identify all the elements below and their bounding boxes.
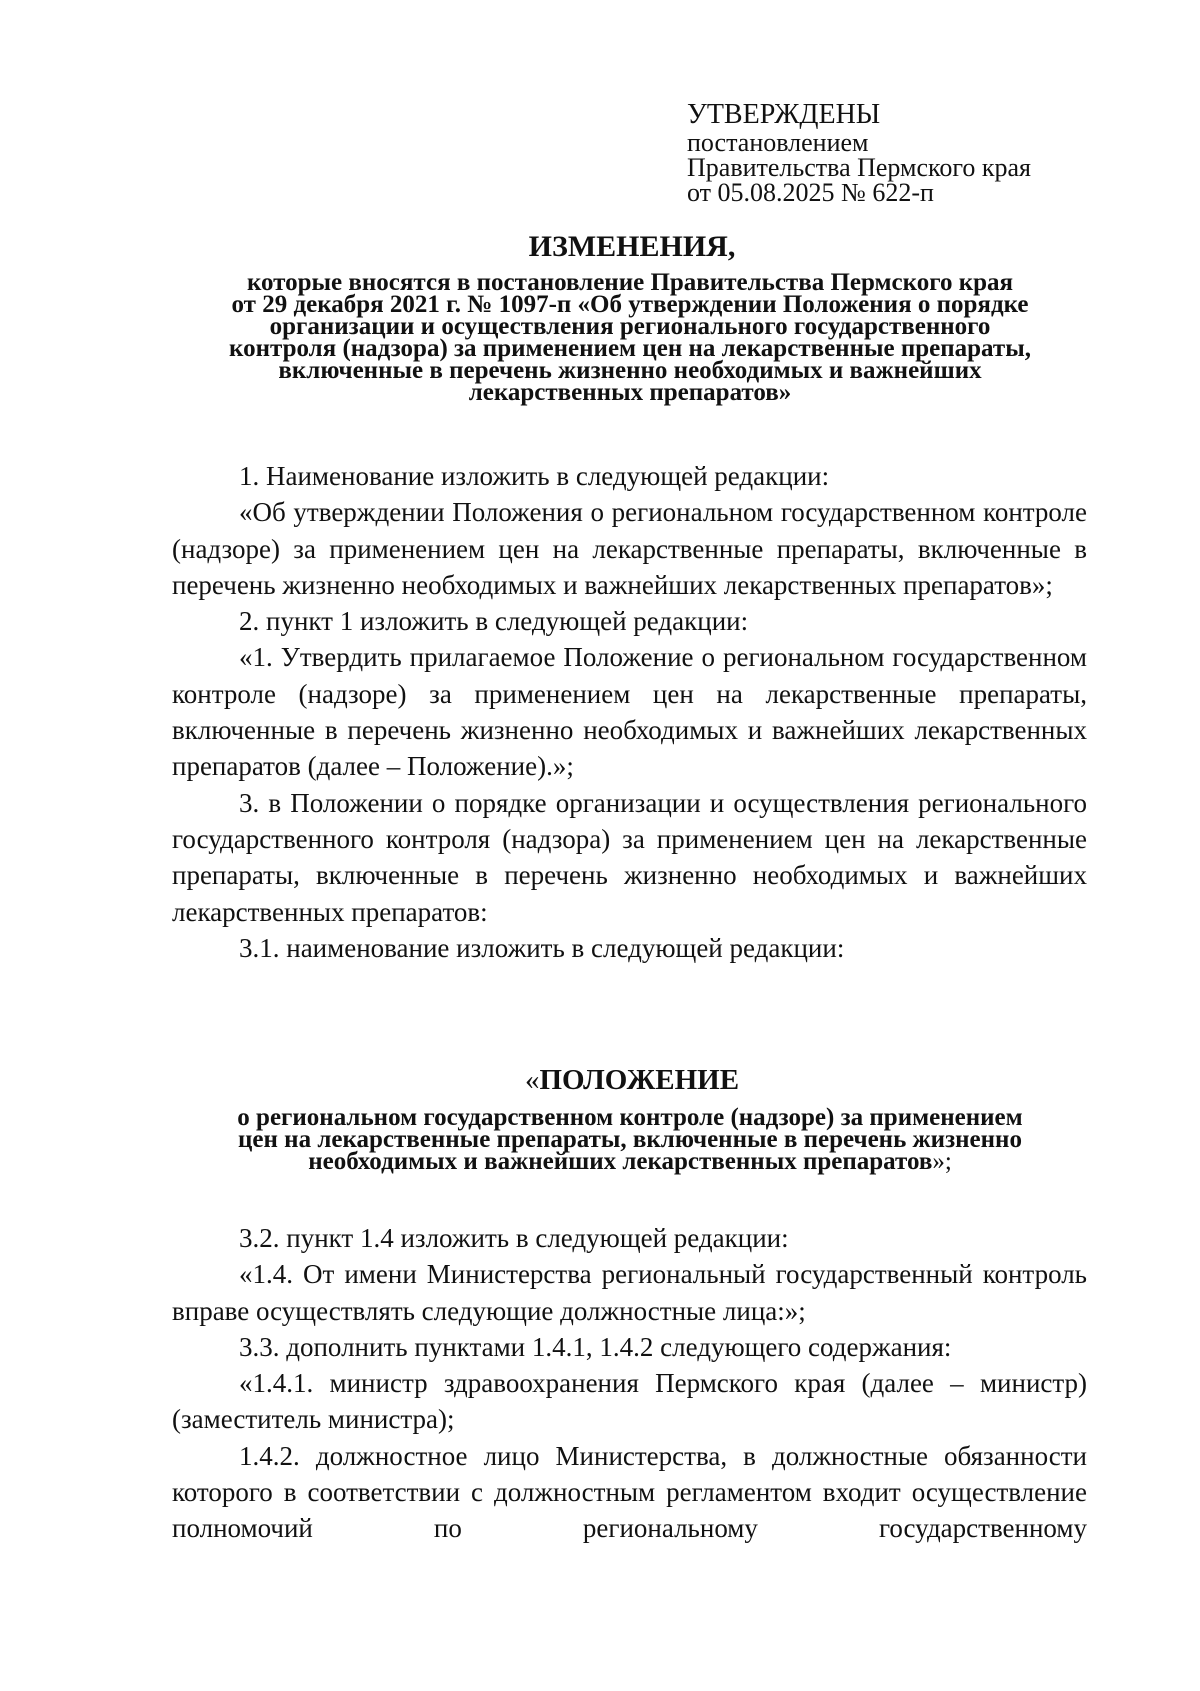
subtitle-line: которые вносятся в постановление Правительства Пермского края bbox=[246, 269, 1014, 296]
position-title bbox=[172, 1063, 1092, 1097]
paragraph: 3.1. наименование изложить в следующей редакции: bbox=[239, 932, 845, 963]
paragraph: 1. Наименование изложить в следующей редакции: bbox=[239, 461, 830, 491]
subtitle-line: от 29 декабря 2021 г. № 1097-п «Об утверждении Положения о порядке bbox=[231, 291, 1029, 318]
subtitle-line: о региональном государственном контроле (надзоре) за применением bbox=[237, 1104, 1023, 1131]
approval-line: постановлением bbox=[687, 128, 869, 157]
paragraph: «Об утверждении Положения о региональном государственном контроле (надзоре) за применением цен на лекарственные препараты, включенные в перечень жизненно необходимых и важнейших лекарственных препаратов»; bbox=[172, 497, 1087, 600]
approval-line: Правительства Пермского края bbox=[687, 153, 1031, 182]
subtitle-line bbox=[160, 1148, 1100, 1175]
document-subtitle bbox=[160, 269, 1100, 406]
approval-stamp bbox=[687, 100, 1147, 205]
paragraph: 3.3. дополнить пунктами 1.4.1, 1.4.2 следующего содержания: bbox=[239, 1331, 952, 1362]
paragraph: 2. пункт 1 изложить в следующей редакции: bbox=[239, 606, 749, 637]
paragraph: 3. в Положении о порядке организации и осуществления регионального государственного контроля (надзора) за применением цен на лекарственные препараты, включенные в перечень жизненно необходимых и важнейших лекарственных препаратов: bbox=[172, 787, 1087, 927]
subtitle-line: организации и осуществления регионального государственного bbox=[269, 313, 991, 340]
document-title: ИЗМЕНЕНИЯ, bbox=[528, 230, 736, 263]
paragraph: «1.4.1. министр здравоохранения Пермского края (далее – министр) (заместитель министра); bbox=[172, 1368, 1087, 1435]
paragraph: 1.4.2. должностное лицо Министерства, в должностные обязанности которого в соответствии с должностным регламентом входит осуществление полномочий по региональному государственному bbox=[172, 1440, 1087, 1544]
approval-title: УТВЕРЖДЕНЫ bbox=[687, 99, 881, 130]
subtitle-line: цен на лекарственные препараты, включенные в перечень жизненно bbox=[238, 1126, 1022, 1153]
subtitle-line: контроля (надзора) за применением цен на лекарственные препараты, bbox=[229, 335, 1031, 362]
subtitle-line: включенные в перечень жизненно необходимых и важнейших bbox=[278, 357, 982, 384]
subtitle-line-text: необходимых и важнейших лекарственных препаратов bbox=[308, 1148, 933, 1175]
paragraph: 3.2. пункт 1.4 изложить в следующей редакции: bbox=[239, 1223, 789, 1253]
quote-open: « bbox=[524, 1064, 540, 1096]
paragraph: «1. Утвердить прилагаемое Положение о региональном государственном контроле (надзоре) за применением цен на лекарственные препараты, включенные в перечень жизненно необходимых и важнейших лекарственных препаратов (далее – Положение).»; bbox=[172, 642, 1087, 782]
body-section-1 bbox=[172, 458, 1087, 966]
approval-line: от 05.08.2025 № 622-п bbox=[687, 178, 934, 207]
position-subtitle bbox=[160, 1104, 1100, 1175]
subtitle-line: лекарственных препаратов» bbox=[468, 379, 792, 406]
position-title-text: ПОЛОЖЕНИЕ bbox=[539, 1064, 740, 1096]
quote-close: »; bbox=[932, 1148, 952, 1175]
body-section-2 bbox=[172, 1220, 1087, 1547]
paragraph: «1.4. От имени Министерства региональный государственный контроль вправе осуществлять следующие должностные лица:»; bbox=[172, 1259, 1087, 1326]
